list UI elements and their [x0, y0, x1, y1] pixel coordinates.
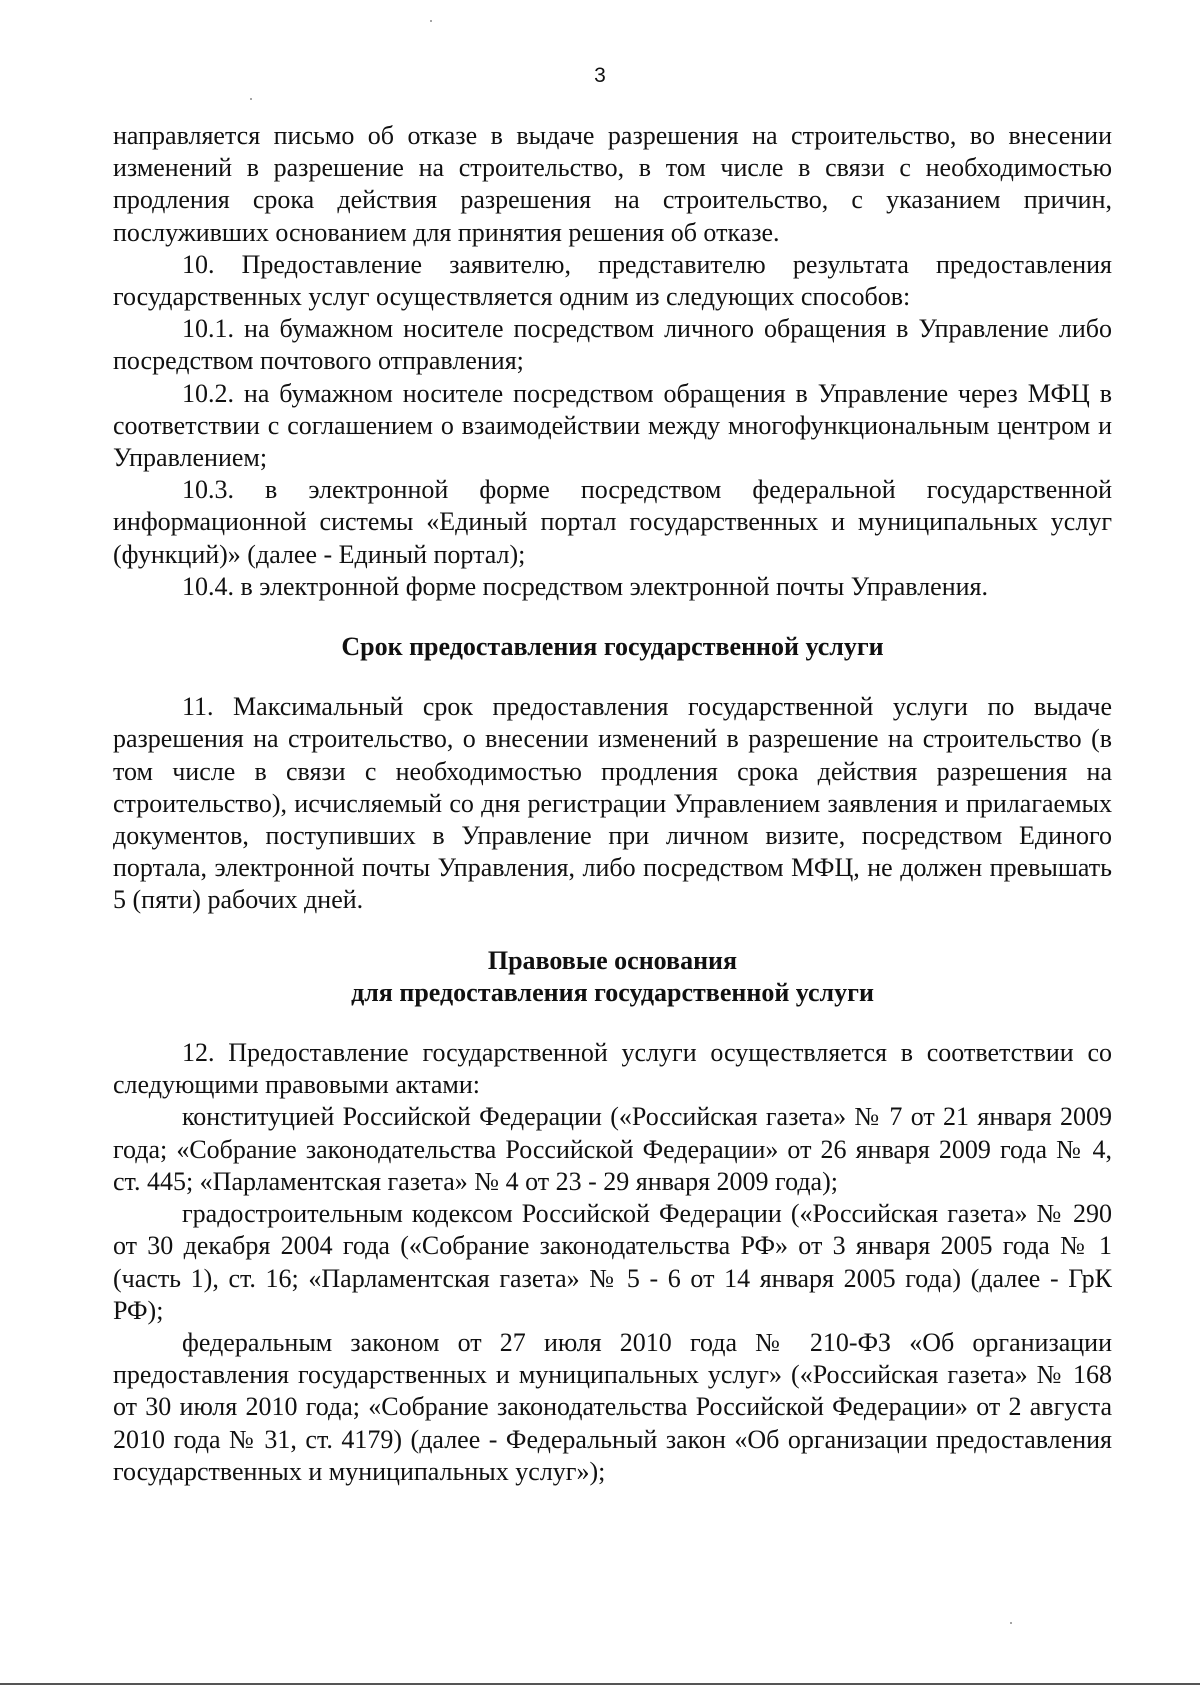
page-number: 3 — [594, 64, 606, 87]
paragraph-10: 10. Предоставление заявителю, представителю результата предоставления государственных услуг осуществляется одним из следующих способов: — [113, 249, 1112, 312]
paragraph-federal-law-210: федеральным законом от 27 июля 2010 года № 210-ФЗ «Об организации предоставления государственных и муниципальных услуг» («Российская газета» № 168 от 30 июля 2010 года; «Собрание законодательства Российской Федерации» от 2 августа 2010 года № 31, ст. 4179) (далее - Федеральный закон «Об организации предоставления государственных и муниципальных услуг»); — [113, 1327, 1112, 1486]
paragraph-11: 11. Максимальный срок предоставления государственной услуги по выдаче разрешения на строительство, о внесении изменений в разрешение на строительство (в том числе в связи с необходимостью продления срока действия разрешения на строительство), исчисляемый со дня регистрации Управлением заявления и прилагаемых документов, поступивших в Управление при личном визите, посредством Единого портала, электронной почты Управления, либо посредством МФЦ, не должен превышать 5 (пяти) рабочих дней. — [113, 692, 1112, 915]
scan-speck — [1010, 1622, 1012, 1624]
heading-legal-basis-line1: Правовые основания — [487, 945, 738, 975]
heading-service-term: Срок предоставления государственной услуги — [341, 632, 884, 662]
scan-speck — [250, 98, 252, 100]
heading-legal-basis-line2: для предоставления государственной услуги — [351, 977, 874, 1007]
paragraph-12: 12. Предоставление государственной услуги осуществляется в соответствии со следующими правовыми актами: — [113, 1038, 1112, 1100]
paragraph-10-3: 10.3. в электронной форме посредством федеральной государственной информационной системы «Единый портал государственных и муниципальных услуг (функций)» (далее - Единый портал); — [113, 475, 1112, 569]
paragraph-10-1: 10.1. на бумажном носителе посредством личного обращения в Управление либо посредством почтового отправления; — [113, 314, 1112, 376]
document-body — [113, 120, 1112, 1488]
paragraph-refusal-letter: направляется письмо об отказе в выдаче разрешения на строительство, во внесении изменений в разрешение на строительство, в том числе в связи с необходимостью продления срока действия разрешения на строительство, с указанием причин, послуживших основанием для принятия решения об отказе. — [113, 121, 1112, 247]
paragraph-town-planning-code: градостроительным кодексом Российской Федерации («Российская газета» № 290 от 30 декабря 2004 года («Собрание законодательства РФ» от 3 января 2005 года № 1 (часть 1), ст. 16; «Парламентская газета» № 5 - 6 от 14 января 2005 года) (далее - ГрК РФ); — [113, 1199, 1112, 1325]
scan-speck — [430, 20, 432, 22]
paragraph-10-4: 10.4. в электронной форме посредством электронной почты Управления. — [182, 571, 988, 601]
scan-edge-line — [0, 1683, 1200, 1685]
paragraph-10-2: 10.2. на бумажном носителе посредством обращения в Управление через МФЦ в соответствии с соглашением о взаимодействии между многофункциональным центром и Управлением; — [113, 378, 1112, 473]
paragraph-constitution: конституцией Российской Федерации («Российская газета» № 7 от 21 января 2009 года; «Собрание законодательства Российской Федерации» от 26 января 2009 года № 4, ст. 445; «Парламентская газета» № 4 от 23 - 29 января 2009 года); — [113, 1102, 1112, 1196]
